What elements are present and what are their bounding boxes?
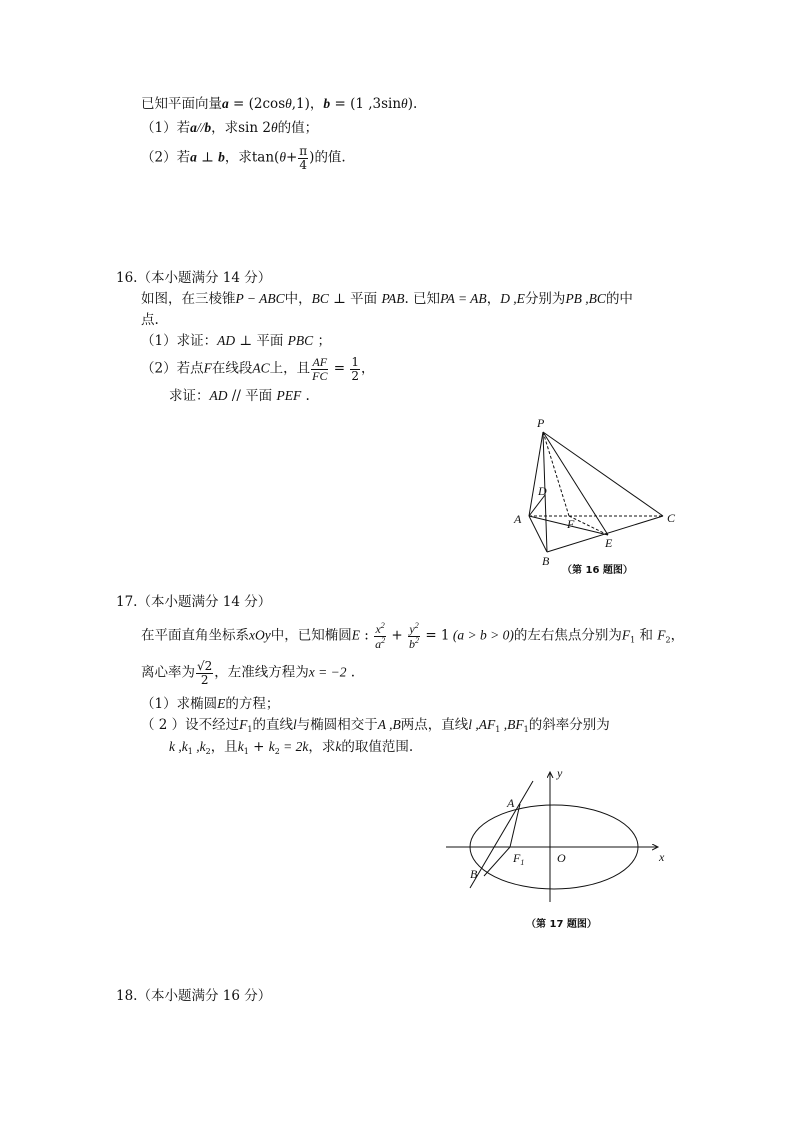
label-b: B [470,867,478,881]
q16-part2-proof: 求证：AD // 平面 PEF . [169,388,310,404]
label-f: F [567,517,575,531]
q16-figure-caption: （第 16 题图） [562,565,633,576]
q16-stem-line2: 点. [141,312,159,328]
q15-stem: 已知平面向量a = (2cosθ,1)，b = (1 ,3sinθ). [141,96,418,112]
y2-over-b2: $\frac{y^2}{b^2}$ [409,621,420,651]
edge-pa [529,432,543,516]
q16-part2: （2）若点F在线段AC上，且 $\frac{AF}{FC}$ = $\frac{1}{2}$ ， [141,355,375,383]
label-o: O [557,851,566,865]
label-y: y [557,766,563,780]
label-x: x [659,850,665,864]
label-a: A [514,512,522,526]
q16-pyramid-figure [505,412,690,567]
line-l [470,781,533,888]
label-b: B [542,554,550,567]
q16-header: 16.（本小题满分 14 分） [116,270,272,286]
q17-part2-line1: （ 2 ）设不经过$F_1$的直线l与椭圆相交于A ,B两点，直线l $,AF_1$ $,BF_1$的斜率分别为 [141,717,610,734]
q17-figure-caption: （第 17 题图） [526,919,597,930]
label-a: A [507,796,515,810]
x2-over-a2: $\frac{x^2}{a^2}$ [375,621,386,651]
q17-part1: （1）求椭圆E的方程； [141,696,280,712]
edge-pc [543,432,663,516]
one-half: $\frac{1}{2}$ [351,355,359,383]
q17-header: 17.（本小题满分 14 分） [116,594,272,610]
label-c: C [667,511,676,525]
af-over-fc: $\frac{AF}{FC}$ [312,355,328,383]
segment-bf1 [484,847,510,876]
q16-stem-line1: 如图，在三棱锥P − ABC中，BC ⊥ 平面 PAB. 已知PA = AB，D ,E分别为PB ,BC的中 [141,291,633,307]
segment-pf-hidden [543,432,569,516]
q16-part1: （1）求证：AD ⊥ 平面 PBC ； [141,333,331,349]
label-e: E [605,536,613,550]
q15-part2: （2）若a ⊥ b，求tan(θ+ $\frac{\pi}{4}$ )的值. [141,144,346,172]
label-p: P [537,416,545,430]
q18-header: 18.（本小题满分 16 分） [116,988,272,1004]
pi-over-4: $\frac{\pi}{4}$ [299,144,308,172]
q17-part2-line2: k $,k_1$ $,k_2$，且$k_1 + k_2 = 2k$，求k的取值范围. [169,739,414,756]
label-d: D [538,484,547,498]
edge-ab [529,516,547,552]
q15-part1: （1）若a//b，求sin 2θ的值； [141,120,319,136]
label-f1: $F_1$ [513,851,525,867]
segment-ad [529,495,545,516]
q17-ellipse-figure [440,766,672,916]
q17-stem-line2: 离心率为 $\frac{√2}{2}$ ，左准线方程为x = −2 . [141,659,356,687]
q17-stem-line1: 在平面直角坐标系xOy中，已知椭圆E : $\frac{x^2}{a^2}$ + $\frac{y^2}{b^2}$ = 1 (a > b > 0)的左右焦点分别为$F_1$ 和 $F_2$， [141,621,685,651]
sqrt2-over-2: $\frac{√2}{2}$ [197,659,213,687]
